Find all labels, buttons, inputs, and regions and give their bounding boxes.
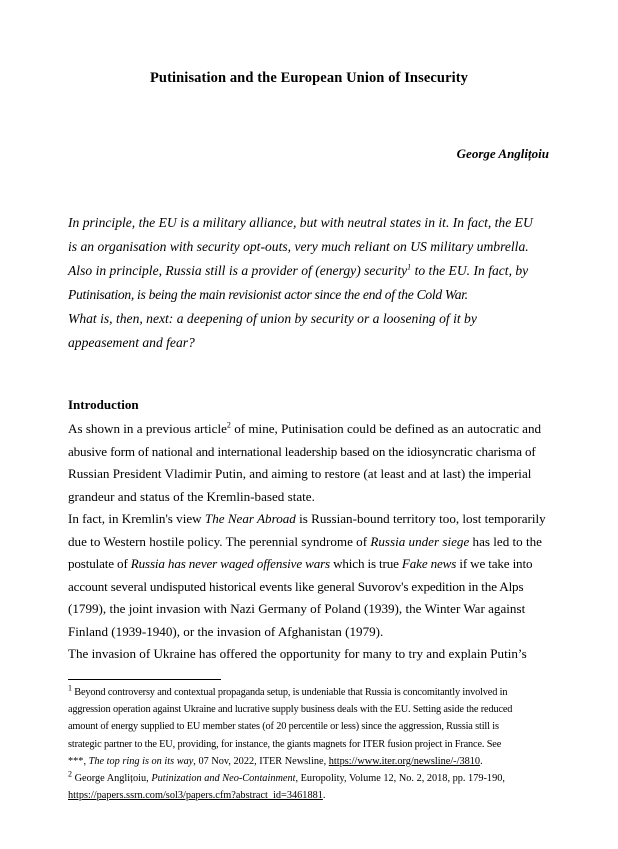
emphasis-text: Russia has never waged offensive wars — [130, 556, 330, 571]
body-text: if we take into — [456, 556, 533, 571]
body-line: Russian President Vladimir Putin, and aiming to restore (at least and at last) the imperial — [68, 466, 532, 481]
body-text: As shown in a previous article — [68, 421, 227, 436]
footnote-emphasis: Putinization and Neo-Containment — [151, 773, 296, 785]
body-line: abusive form of national and international leadership based on the idiosyncratic charisma of — [68, 443, 536, 459]
footnotes — [68, 684, 558, 804]
footnote-emphasis: The top ring is on its way — [88, 755, 194, 767]
footnote-text: ***, — [68, 755, 89, 767]
body-line — [68, 553, 558, 576]
ssrn-paper-link[interactable]: https://papers.ssrn.com/sol3/papers.cfm?abstract_id=3461881 — [68, 790, 323, 802]
footnote-line — [68, 753, 558, 770]
abstract — [68, 211, 558, 355]
body-text: is Russian-bound territory too, lost temporarily — [295, 511, 546, 526]
paper-title: Putinisation and the European Union of Insecurity — [149, 70, 469, 86]
footnote-text: , Europolity, Volume 12, No. 2, 2018, pp. 179-190, — [295, 773, 505, 785]
body-text: which is true — [329, 556, 402, 571]
abstract-line: In principle, the EU is a military alliance, but with neutral states in it. In fact, the EU — [68, 215, 533, 230]
body-text: due to Western hostile policy. The perennial syndrome of — [68, 533, 371, 549]
body-line: (1799), the joint invasion with Nazi Germany of Poland (1939), the Winter War against — [68, 601, 526, 616]
abstract-line: What is, then, next: a deepening of union by security or a loosening of it by — [68, 311, 477, 326]
body-text: of mine, Putinisation could be defined as an autocratic and — [230, 421, 542, 436]
body-line: The invasion of Ukraine has offered the opportunity for many to try and explain Putin’s — [68, 646, 527, 661]
abstract-line: appeasement and fear? — [68, 335, 195, 350]
body-text: postulate of — [68, 556, 131, 571]
footnote-text: , 07 Nov, 2022, ITER Newsline, — [193, 755, 329, 767]
footnote-ref-2[interactable]: 2 — [226, 420, 231, 430]
abstract-line: is an organisation with security opt-outs, very much reliant on US military umbrella. — [68, 239, 529, 254]
body-line: grandeur and status of the Kremlin-based state. — [68, 488, 315, 504]
section-heading-introduction: Introduction — [68, 397, 139, 412]
footnote-marker-1: 1 — [68, 683, 72, 693]
abstract-line — [68, 259, 558, 283]
body-line — [68, 418, 558, 441]
footnote-line: amount of energy supplied to EU member states (of 20 percentile or less) since the aggression, Russia still is — [68, 721, 499, 733]
footnote-line — [68, 787, 558, 804]
abstract-text: Also in principle, Russia still is a provider of (energy) security — [68, 263, 408, 278]
footnote-line — [68, 684, 558, 701]
body-line: Finland (1939-1940), or the invasion of Afghanistan (1979). — [68, 623, 384, 639]
footnote-text: George Anglițoiu, — [72, 773, 152, 785]
body-text: has led to the — [469, 533, 542, 549]
emphasis-text: Russia under siege — [370, 533, 470, 549]
body-line — [68, 508, 558, 531]
emphasis-text: The Near Abroad — [204, 511, 296, 526]
introduction-body — [68, 418, 558, 666]
footnote-text: . — [322, 790, 326, 802]
author-name: George Anglițoiu — [456, 146, 549, 161]
footnote-line: strategic partner to the EU, providing, for instance, the giants magnets for ITER fusion project in France. See — [68, 738, 502, 750]
footnote-ref-1[interactable]: 1 — [407, 262, 412, 272]
footnote-text: . — [480, 755, 483, 767]
body-text: In fact, in Kremlin's view — [68, 511, 205, 526]
footnote-separator — [68, 679, 221, 680]
emphasis-text: Fake news — [401, 556, 457, 571]
footnote-line — [68, 770, 558, 787]
body-line — [68, 531, 558, 554]
abstract-line: Putinisation, is being the main revisionist actor since the end of the Cold War. — [68, 287, 468, 302]
footnote-marker-2: 2 — [68, 769, 72, 779]
footnote-line: aggression operation against Ukraine and lucrative supply business deals with the EU. Setting aside the reduced — [68, 704, 513, 716]
abstract-text: to the EU. In fact, by — [411, 263, 529, 278]
iter-newsline-link[interactable]: https://www.iter.org/newsline/-/3810 — [328, 755, 481, 767]
footnote-text: Beyond controversy and contextual propaganda setup, is undeniable that Russia is concomitantly involved in — [71, 687, 508, 698]
body-line: account several undisputed historical events like general Suvorov's expedition in the Alps — [68, 578, 524, 594]
